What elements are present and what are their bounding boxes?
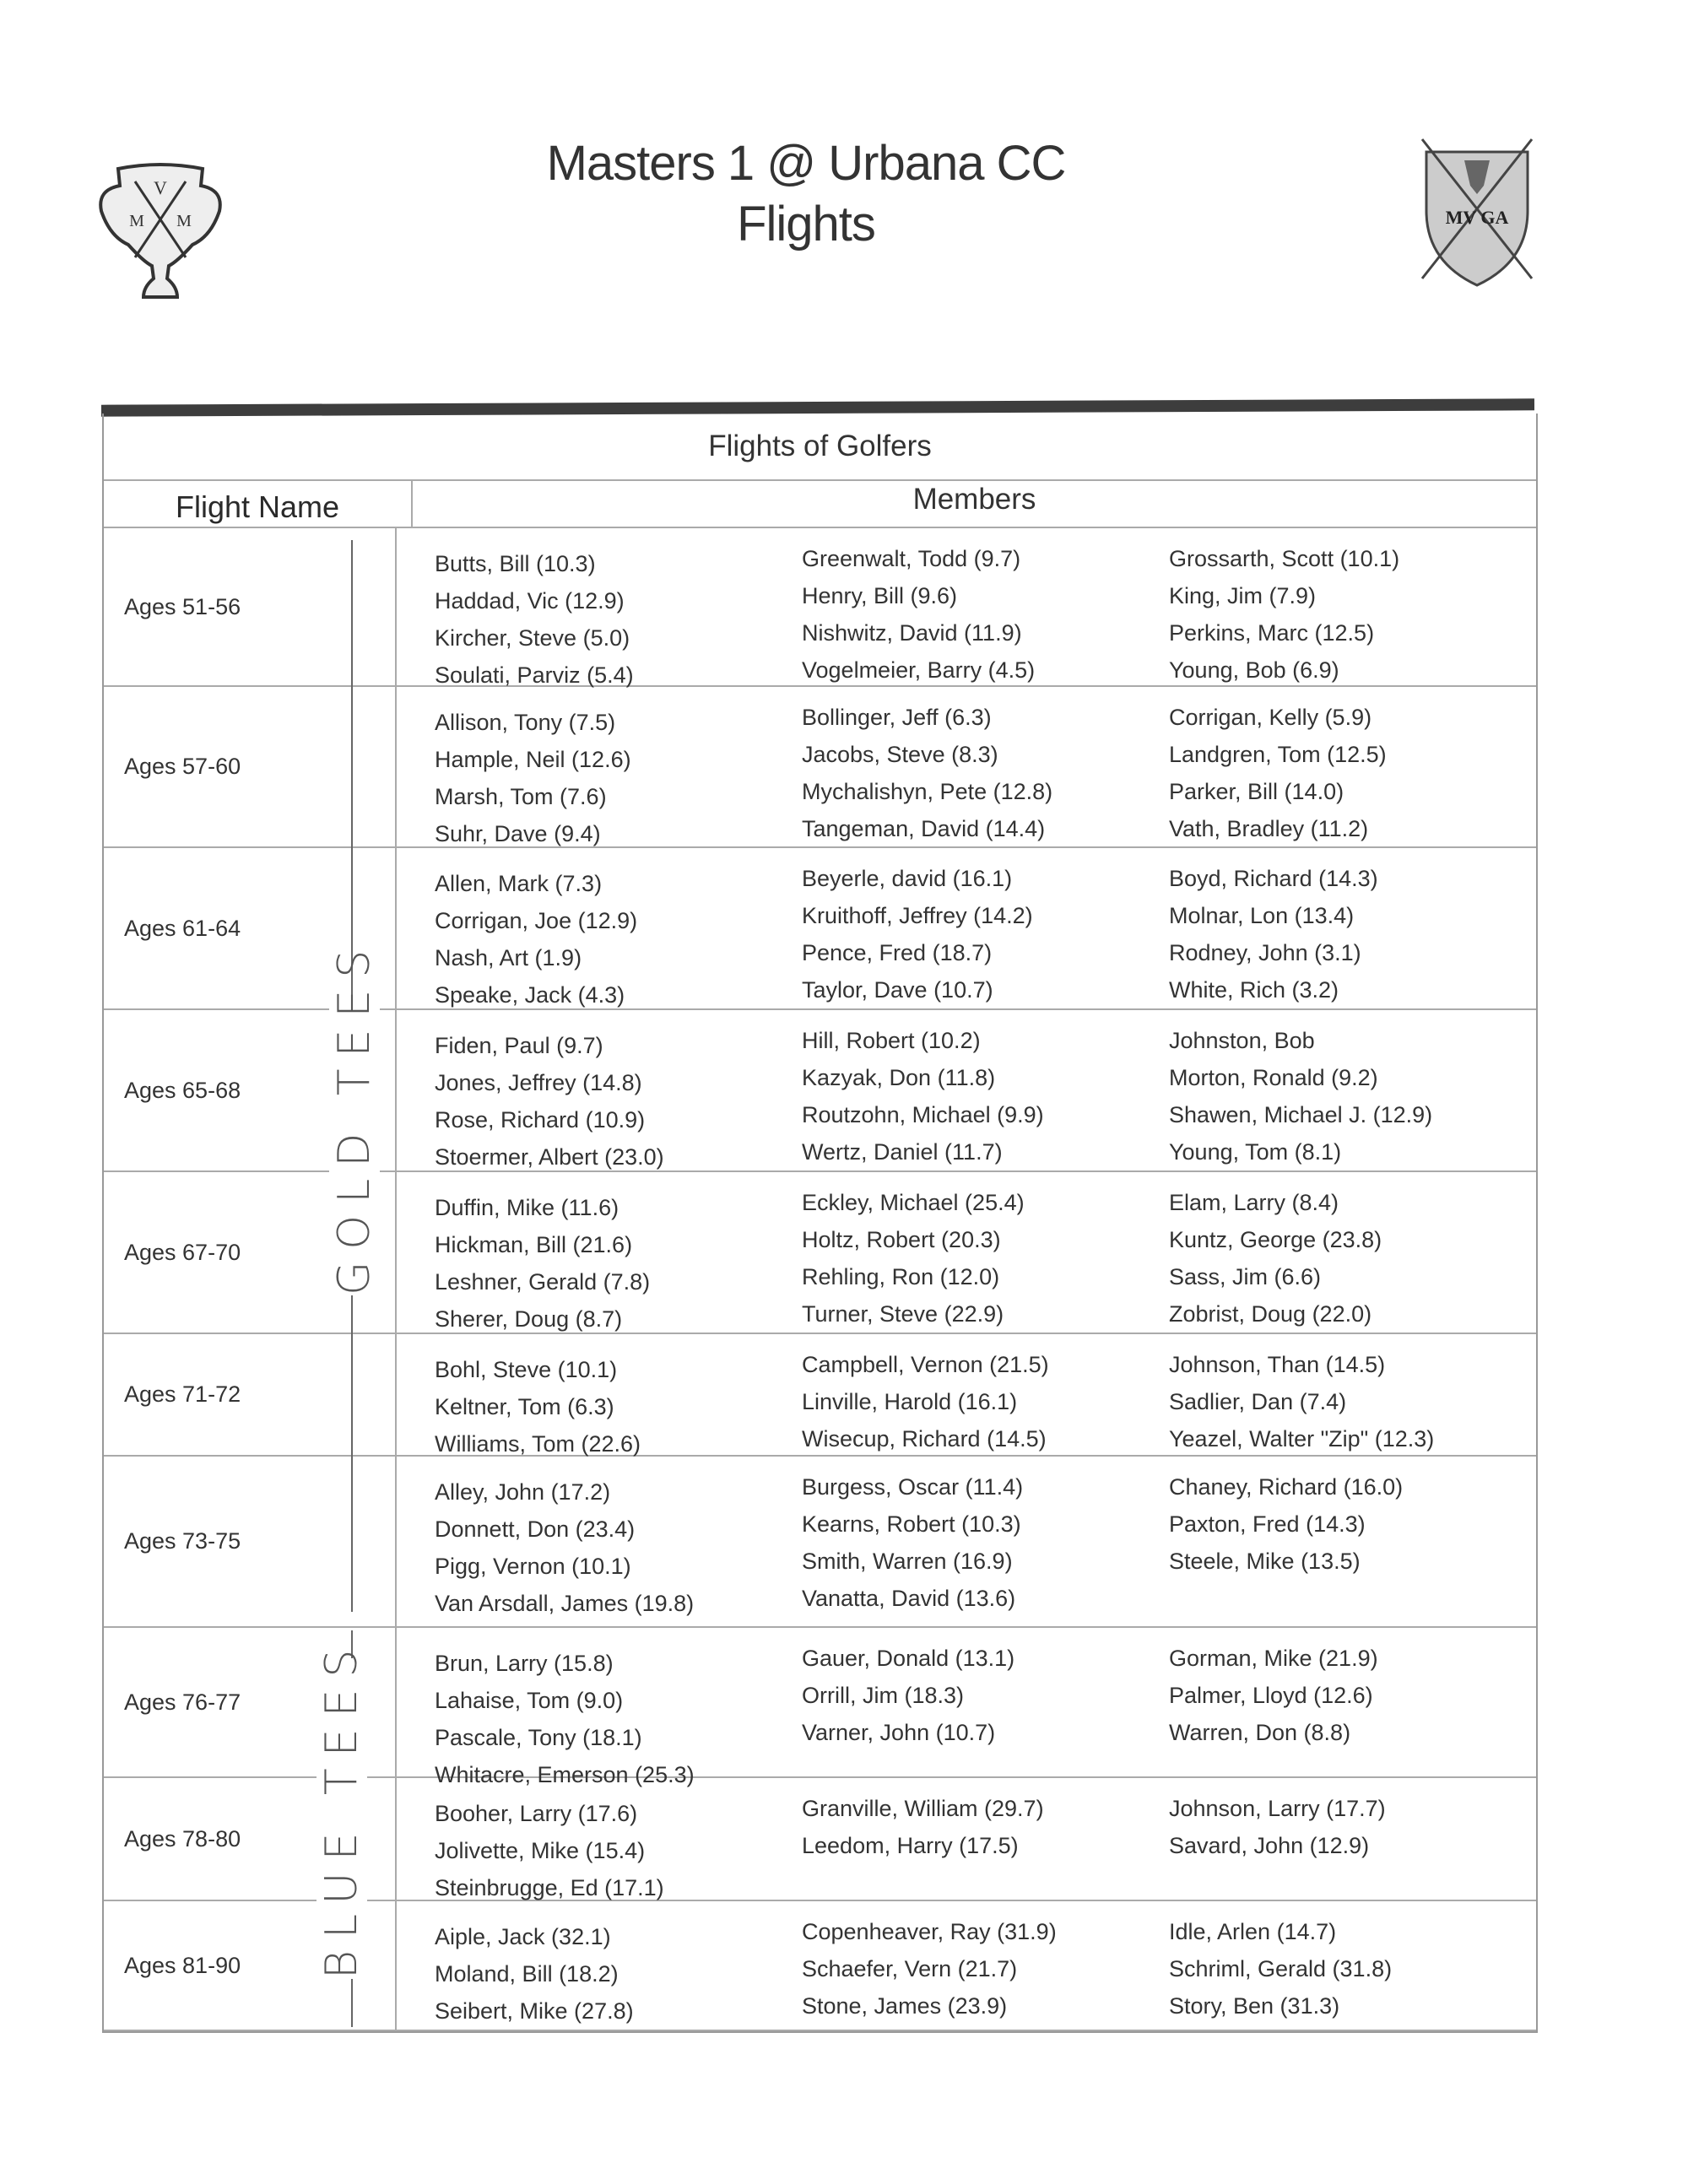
member-entry: Wisecup, Richard (14.5): [802, 1426, 1047, 1451]
member-entry: Morton, Ronald (9.2): [1169, 1065, 1378, 1090]
member-entry: Idle, Arlen (14.7): [1169, 1919, 1337, 1944]
members-cell: [397, 1778, 1536, 1900]
document-title: Masters 1 @ Urbana CC: [546, 136, 1066, 191]
members-column: [802, 699, 1169, 846]
member-entry: Elam, Larry (8.4): [1169, 1190, 1339, 1215]
member-entry: Johnson, Than (14.5): [1169, 1352, 1386, 1377]
members-cell: [397, 687, 1536, 846]
member-entry: Jacobs, Steve (8.3): [802, 742, 998, 767]
members-column: [1169, 1640, 1536, 1776]
flight-name-header: Flight Name: [104, 481, 413, 527]
members-column: [802, 1184, 1169, 1333]
member-entry: Aiple, Jack (32.1): [435, 1924, 611, 1949]
member-entry: Johnston, Bob: [1169, 1028, 1315, 1053]
flight-name: Ages 57-60: [104, 687, 397, 846]
members-cell: [397, 528, 1536, 688]
member-entry: Marsh, Tom (7.6): [435, 784, 607, 809]
flight-row: [104, 1457, 1536, 1628]
member-entry: Burgess, Oscar (11.4): [802, 1474, 1024, 1500]
member-entry: Story, Ben (31.3): [1169, 1993, 1340, 2019]
member-entry: Brun, Larry (15.8): [435, 1651, 614, 1676]
member-entry: Seibert, Mike (27.8): [435, 1998, 634, 2024]
member-entry: Landgren, Tom (12.5): [1169, 742, 1387, 767]
member-entry: Tangeman, David (14.4): [802, 816, 1046, 841]
svg-text:V: V: [154, 177, 167, 198]
member-entry: Soulati, Parviz (5.4): [435, 662, 634, 688]
member-entry: Steele, Mike (13.5): [1169, 1549, 1361, 1574]
member-entry: Routzohn, Michael (9.9): [802, 1102, 1044, 1127]
flight-row: [104, 1010, 1536, 1172]
member-entry: Allison, Tony (7.5): [435, 710, 616, 735]
members-column: [1169, 1184, 1536, 1333]
member-entry: Granville, William (29.7): [802, 1796, 1044, 1821]
member-entry: Leshner, Gerald (7.8): [435, 1269, 651, 1295]
flight-name: Ages 61-64: [104, 848, 397, 1008]
flight-name: Ages 76-77: [104, 1628, 397, 1776]
member-entry: Vath, Bradley (11.2): [1169, 816, 1369, 841]
gold-tees-annotation: GOLD TEES: [329, 938, 380, 1295]
member-entry: Nash, Art (1.9): [435, 945, 582, 970]
flight-name: Ages 81-90: [104, 1901, 397, 2030]
member-entry: Speake, Jack (4.3): [435, 982, 625, 1008]
member-entry: Young, Bob (6.9): [1169, 657, 1339, 683]
member-entry: Shawen, Michael J. (12.9): [1169, 1102, 1433, 1127]
member-entry: Warren, Don (8.8): [1169, 1720, 1351, 1745]
member-entry: Grossarth, Scott (10.1): [1169, 546, 1400, 571]
member-entry: Pence, Fred (18.7): [802, 940, 993, 965]
member-entry: Nishwitz, David (11.9): [802, 620, 1022, 646]
member-entry: Whitacre, Emerson (25.3): [435, 1762, 695, 1787]
members-cell: [397, 1457, 1536, 1626]
member-entry: Schriml, Gerald (31.8): [1169, 1956, 1393, 1981]
blue-tees-annotation: BLUE TEES: [316, 1637, 367, 1979]
member-entry: Eckley, Michael (25.4): [802, 1190, 1025, 1215]
members-column: [802, 1640, 1169, 1776]
member-entry: Keltner, Tom (6.3): [435, 1394, 614, 1419]
member-entry: Molnar, Lon (13.4): [1169, 903, 1355, 928]
member-entry: Sadlier, Dan (7.4): [1169, 1389, 1347, 1414]
member-entry: Rehling, Ron (12.0): [802, 1264, 1000, 1289]
member-entry: King, Jim (7.9): [1169, 583, 1317, 608]
member-entry: Orrill, Jim (18.3): [802, 1683, 965, 1708]
member-entry: Young, Tom (8.1): [1169, 1139, 1342, 1165]
flight-name: Ages 71-72: [104, 1334, 397, 1455]
member-entry: Rose, Richard (10.9): [435, 1107, 646, 1133]
flight-name: Ages 65-68: [104, 1010, 397, 1170]
member-entry: Copenheaver, Ray (31.9): [802, 1919, 1057, 1944]
member-entry: Steinbrugge, Ed (17.1): [435, 1875, 664, 1900]
member-entry: Varner, John (10.7): [802, 1720, 996, 1745]
member-entry: Kuntz, George (23.8): [1169, 1227, 1382, 1252]
members-column: [1169, 1346, 1536, 1455]
members-column: [435, 865, 802, 1008]
members-cell: [397, 1901, 1536, 2030]
members-cell: [397, 1172, 1536, 1333]
members-cell: [397, 1628, 1536, 1787]
svg-text:M: M: [176, 212, 192, 230]
masters-trophy-logo: [93, 160, 228, 300]
members-column: [1169, 699, 1536, 846]
flight-row: [104, 687, 1536, 848]
members-column: [802, 860, 1169, 1008]
member-entry: Kircher, Steve (5.0): [435, 625, 630, 651]
member-entry: Williams, Tom (22.6): [435, 1431, 641, 1457]
members-column: [1169, 1468, 1536, 1626]
member-entry: Mychalishyn, Pete (12.8): [802, 779, 1053, 804]
member-entry: White, Rich (3.2): [1169, 977, 1339, 1003]
member-entry: Donnett, Don (23.4): [435, 1516, 636, 1542]
flight-row: [104, 528, 1536, 687]
member-entry: Boyd, Richard (14.3): [1169, 866, 1378, 891]
svg-text:M: M: [129, 212, 144, 230]
member-entry: Turner, Steve (22.9): [802, 1301, 1004, 1327]
document-subtitle: Flights: [737, 197, 875, 251]
member-entry: Holtz, Robert (20.3): [802, 1227, 1001, 1252]
table-header-row: [104, 481, 1536, 528]
member-entry: Smith, Warren (16.9): [802, 1549, 1013, 1574]
member-entry: Hill, Robert (10.2): [802, 1028, 981, 1053]
member-entry: Pigg, Vernon (10.1): [435, 1554, 631, 1579]
member-entry: Chaney, Richard (16.0): [1169, 1474, 1404, 1500]
members-cell: [397, 1010, 1536, 1170]
members-column: [435, 1918, 802, 2030]
members-header: Members: [912, 483, 1036, 516]
member-entry: Linville, Harold (16.1): [802, 1389, 1018, 1414]
members-column: [435, 1645, 802, 1787]
members-column: [1169, 540, 1536, 685]
member-entry: Yeazel, Walter "Zip" (12.3): [1169, 1426, 1435, 1451]
member-entry: Corrigan, Kelly (5.9): [1169, 705, 1372, 730]
flight-name: Ages 78-80: [104, 1778, 397, 1900]
members-column: [802, 1468, 1169, 1626]
member-entry: Hickman, Bill (21.6): [435, 1232, 633, 1257]
members-column: [435, 1795, 802, 1900]
members-column: [802, 1790, 1169, 1900]
member-entry: Stone, James (23.9): [802, 1993, 1008, 2019]
member-entry: Palmer, Lloyd (12.6): [1169, 1683, 1373, 1708]
member-entry: Paxton, Fred (14.3): [1169, 1511, 1366, 1537]
svg-text:MV GA: MV GA: [1445, 207, 1509, 228]
member-entry: Jones, Jeffrey (14.8): [435, 1070, 642, 1095]
members-column: [1169, 1913, 1536, 2030]
member-entry: Butts, Bill (10.3): [435, 551, 596, 576]
member-entry: Leedom, Harry (17.5): [802, 1833, 1019, 1858]
member-entry: Sass, Jim (6.6): [1169, 1264, 1322, 1289]
flight-name: Ages 73-75: [104, 1457, 397, 1626]
members-column: [435, 1473, 802, 1626]
member-entry: Vogelmeier, Barry (4.5): [802, 657, 1036, 683]
members-column: [435, 1189, 802, 1333]
member-entry: Savard, John (12.9): [1169, 1833, 1370, 1858]
member-entry: Wertz, Daniel (11.7): [802, 1139, 1003, 1165]
members-column: [435, 545, 802, 688]
member-entry: Duffin, Mike (11.6): [435, 1195, 619, 1220]
members-column: [1169, 860, 1536, 1008]
member-entry: Taylor, Dave (10.7): [802, 977, 993, 1003]
members-column: [1169, 1022, 1536, 1170]
member-entry: Vanatta, David (13.6): [802, 1586, 1016, 1611]
member-entry: Van Arsdall, James (19.8): [435, 1591, 695, 1616]
member-entry: Moland, Bill (18.2): [435, 1961, 619, 1987]
flight-row: [104, 1172, 1536, 1334]
members-cell: [397, 1334, 1536, 1455]
member-entry: Jolivette, Mike (15.4): [435, 1838, 646, 1863]
member-entry: Bohl, Steve (10.1): [435, 1357, 618, 1382]
member-entry: Allen, Mark (7.3): [435, 871, 603, 896]
members-column: [435, 1027, 802, 1170]
member-entry: Booher, Larry (17.6): [435, 1801, 638, 1826]
member-entry: Hample, Neil (12.6): [435, 747, 631, 772]
flight-name: Ages 51-56: [104, 528, 397, 685]
member-entry: Alley, John (17.2): [435, 1479, 611, 1505]
members-cell: [397, 848, 1536, 1008]
member-entry: Kazyak, Don (11.8): [802, 1065, 996, 1090]
member-entry: Schaefer, Vern (21.7): [802, 1956, 1018, 1981]
members-column: [1169, 1790, 1536, 1900]
member-entry: Henry, Bill (9.6): [802, 583, 958, 608]
members-column: [802, 1913, 1169, 2030]
member-entry: Rodney, John (3.1): [1169, 940, 1361, 965]
member-entry: Zobrist, Doug (22.0): [1169, 1301, 1372, 1327]
member-entry: Perkins, Marc (12.5): [1169, 620, 1375, 646]
member-entry: Bollinger, Jeff (6.3): [802, 705, 992, 730]
flight-row: [104, 1334, 1536, 1457]
member-entry: Kearns, Robert (10.3): [802, 1511, 1021, 1537]
member-entry: Greenwalt, Todd (9.7): [802, 546, 1021, 571]
member-entry: Stoermer, Albert (23.0): [435, 1144, 664, 1170]
member-entry: Gorman, Mike (21.9): [1169, 1646, 1378, 1671]
member-entry: Kruithoff, Jeffrey (14.2): [802, 903, 1033, 928]
member-entry: Suhr, Dave (9.4): [435, 821, 601, 846]
member-entry: Pascale, Tony (18.1): [435, 1725, 642, 1750]
members-column: [435, 1351, 802, 1455]
members-column: [435, 704, 802, 846]
member-entry: Sherer, Doug (8.7): [435, 1306, 623, 1332]
mvga-crest-logo: [1409, 135, 1545, 291]
member-entry: Haddad, Vic (12.9): [435, 588, 625, 614]
member-entry: Beyerle, david (16.1): [802, 866, 1013, 891]
member-entry: Lahaise, Tom (9.0): [435, 1688, 624, 1713]
flight-name: Ages 67-70: [104, 1172, 397, 1333]
members-column: [802, 540, 1169, 685]
table-caption: Flights of Golfers: [104, 414, 1536, 481]
member-entry: Johnson, Larry (17.7): [1169, 1796, 1386, 1821]
member-entry: Fiden, Paul (9.7): [435, 1033, 603, 1058]
members-column: [802, 1022, 1169, 1170]
flight-row: [104, 848, 1536, 1010]
member-entry: Campbell, Vernon (21.5): [802, 1352, 1049, 1377]
member-entry: Corrigan, Joe (12.9): [435, 908, 638, 933]
members-column: [802, 1346, 1169, 1455]
member-entry: Gauer, Donald (13.1): [802, 1646, 1015, 1671]
member-entry: Parker, Bill (14.0): [1169, 779, 1344, 804]
